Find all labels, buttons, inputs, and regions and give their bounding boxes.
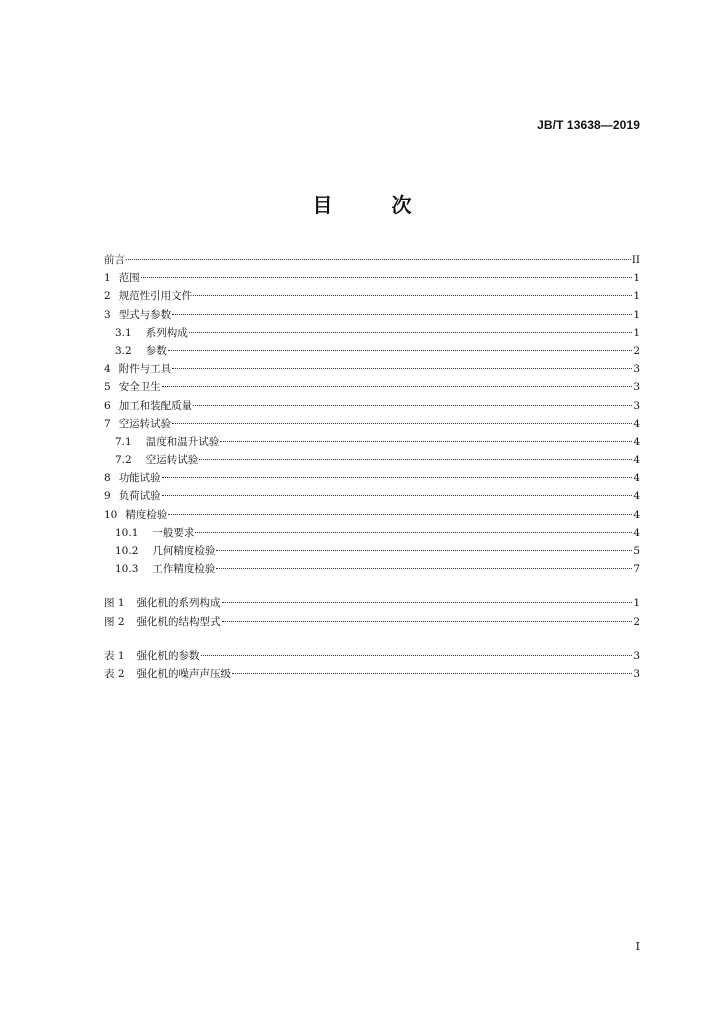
dot-leader [216,550,632,551]
toc-entry-page: 7 [633,563,640,576]
dot-leader [172,423,632,424]
toc-entry-number: 图 2 [104,615,125,628]
toc-entry[interactable] [104,506,640,524]
toc-entry[interactable] [104,251,640,269]
toc-entry-title: 精度检验 [125,508,168,521]
toc-entry-number: 10.2 [115,545,139,557]
dot-leader [172,314,632,315]
toc-entry-title: 加工和装配质量 [118,399,193,412]
toc-entry-number: 3 [104,308,111,321]
toc-entry-number: 7.2 [115,454,132,467]
dot-leader [232,673,632,674]
dot-leader [172,368,632,369]
toc-entry-title: 几何精度检验 [152,545,216,557]
toc-gap [104,578,640,594]
toc-entry-number: 10 [104,508,118,521]
toc-entry-title: 安全卫生 [118,381,161,394]
toc-entry-page: 1 [633,290,640,303]
toc-entry[interactable] [104,287,640,305]
toc-entry-number: 2 [104,290,111,303]
toc-entry-page: 3 [633,667,640,680]
dot-leader [126,259,631,260]
toc-entry-page: 2 [633,615,640,628]
toc-gap [104,631,640,647]
toc-entry-title: 强化机的参数 [136,649,200,662]
toc-entry[interactable] [104,269,640,287]
dot-leader [162,495,633,496]
toc-entry-title: 温度和温升试验 [145,435,220,448]
toc-entry-number: 8 [104,472,111,485]
toc-entry[interactable] [104,451,640,469]
toc-entry-title: 空运转试验 [118,417,172,430]
dot-leader [222,621,633,622]
toc-entry[interactable] [104,324,640,342]
dot-leader [193,295,632,296]
toc-entry[interactable] [104,613,640,631]
toc-entry-page: 4 [633,508,640,521]
toc-entry-title: 空运转试验 [145,454,199,467]
toc-entry-title: 强化机的系列构成 [136,597,221,610]
dot-leader [195,532,632,533]
dot-leader [199,459,632,460]
toc-entry[interactable] [104,665,640,683]
dot-leader [168,350,633,351]
toc-entry-number: 表 2 [104,667,125,680]
toc-entry-page: 3 [633,649,640,662]
dot-leader [189,332,633,333]
toc-entry-number: 5 [104,381,111,394]
toc-entry[interactable] [104,415,640,433]
toc-entry-page: 4 [633,454,640,467]
toc-entry-page: 4 [633,526,640,539]
toc-entry-number: 3.1 [115,326,132,339]
dot-leader [201,655,633,656]
toc-entry-title: 规范性引用文件 [118,290,193,303]
toc-entry[interactable] [104,342,640,360]
toc-entry-title: 前言 [104,254,125,266]
toc-entry[interactable] [104,560,640,578]
standard-code: JB/T 13638—2019 [537,118,640,132]
dot-leader [162,477,633,478]
toc-entry-title: 范围 [118,272,140,285]
toc-entry[interactable] [104,647,640,665]
dot-leader [193,405,632,406]
toc-entry-title: 负荷试验 [118,490,161,503]
toc-entry-number: 7.1 [115,435,132,448]
toc-figures [104,594,640,630]
toc-entry-title: 强化机的噪声声压级 [136,667,232,680]
toc-entry-title: 型式与参数 [118,308,172,321]
toc-entry-number: 1 [104,272,111,285]
dot-leader [220,441,632,442]
toc-entry[interactable] [104,360,640,378]
toc-entry[interactable] [104,594,640,612]
toc-entry-page: 3 [633,399,640,412]
toc-entry-page: 5 [633,545,640,557]
toc-entry[interactable] [104,469,640,487]
toc-entry[interactable] [104,524,640,542]
toc-tables [104,647,640,683]
toc-entry-title: 附件与工具 [118,363,172,376]
toc-entry[interactable] [104,378,640,396]
toc-entry-page: 1 [633,597,640,610]
toc-entry-number: 表 1 [104,649,125,662]
toc-entry-number: 10.1 [115,526,139,539]
toc-entry-number: 3.2 [115,344,132,357]
toc-entry[interactable] [104,433,640,451]
toc-entry-number: 7 [104,417,111,430]
toc-entry-page: 3 [633,381,640,394]
toc-entry-title: 系列构成 [145,326,188,339]
page-number: I [635,940,640,953]
toc-entry-page: 1 [633,326,640,339]
toc-entry-page: 4 [633,472,640,485]
toc-entry-title: 参数 [145,344,167,357]
toc-entry-page: II [631,254,640,266]
toc-entry-page: 4 [633,490,640,503]
toc-entry-page: 3 [633,363,640,376]
toc-entry-title: 工作精度检验 [152,563,216,576]
toc-entry-title: 一般要求 [152,526,195,539]
toc-entry[interactable] [104,542,640,560]
toc-entry-page: 2 [633,344,640,357]
toc-sections [104,251,640,578]
toc-entry-number: 4 [104,363,111,376]
toc-entry-page: 4 [633,435,640,448]
toc-entry-number: 图 1 [104,597,125,610]
page-title: 目 次 [312,193,438,217]
dot-leader [222,602,633,603]
dot-leader [168,514,632,515]
toc-entry-title: 强化机的结构型式 [136,615,221,628]
dot-leader [141,277,633,278]
table-of-contents [104,251,640,683]
toc-entry-number: 6 [104,399,111,412]
dot-leader [216,568,632,569]
toc-entry[interactable] [104,397,640,415]
toc-entry-number: 10.3 [115,563,139,576]
toc-entry-number: 9 [104,490,111,503]
toc-entry-page: 1 [633,272,640,285]
toc-entry-page: 1 [633,308,640,321]
dot-leader [162,386,633,387]
toc-entry[interactable] [104,306,640,324]
toc-entry-title: 功能试验 [118,472,161,485]
toc-entry-page: 4 [633,417,640,430]
toc-entry[interactable] [104,487,640,505]
